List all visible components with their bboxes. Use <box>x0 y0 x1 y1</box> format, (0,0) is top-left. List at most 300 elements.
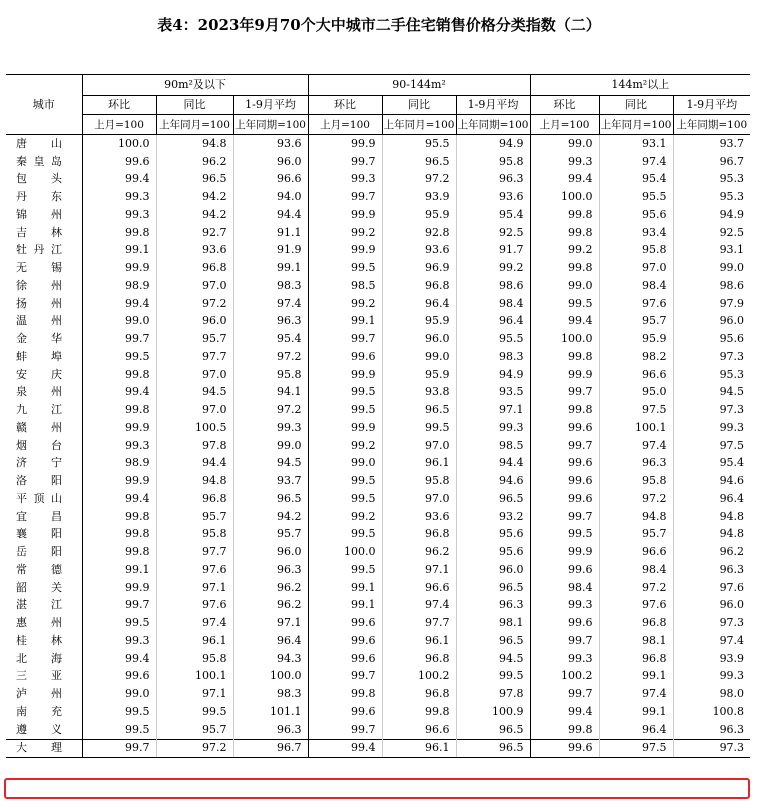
city-name: 金 华 <box>16 332 62 346</box>
city-name: 牡 丹 江 <box>16 243 62 257</box>
city-name: 宜 昌 <box>16 509 62 523</box>
city-name: 包 头 <box>16 172 62 186</box>
value-cell: 96.0 <box>382 330 456 348</box>
value-cell: 98.4 <box>599 277 673 295</box>
value-cell: 96.2 <box>233 597 308 615</box>
value-cell: 96.1 <box>382 632 456 650</box>
value-cell: 99.0 <box>82 313 156 331</box>
value-cell: 99.9 <box>308 419 382 437</box>
value-cell: 95.8 <box>233 366 308 384</box>
value-cell: 99.7 <box>530 437 599 455</box>
value-cell: 96.4 <box>673 490 750 508</box>
value-cell: 99.6 <box>530 739 599 758</box>
value-cell: 99.9 <box>308 135 382 153</box>
value-cell: 93.9 <box>673 650 750 668</box>
table-row <box>6 685 750 703</box>
value-cell: 94.9 <box>456 135 530 153</box>
value-cell: 99.6 <box>308 703 382 721</box>
value-cell: 96.8 <box>599 650 673 668</box>
city-cell <box>6 685 82 703</box>
value-cell: 94.3 <box>233 650 308 668</box>
value-cell: 95.9 <box>382 206 456 224</box>
value-cell: 93.4 <box>599 224 673 242</box>
value-cell: 99.1 <box>308 597 382 615</box>
value-cell: 92.8 <box>382 224 456 242</box>
city-cell <box>6 135 82 153</box>
city-cell <box>6 188 82 206</box>
table-row <box>6 668 750 686</box>
table-row <box>6 206 750 224</box>
value-cell: 99.5 <box>530 526 599 544</box>
value-cell: 95.5 <box>382 135 456 153</box>
value-cell: 99.7 <box>530 384 599 402</box>
city-name: 烟 台 <box>16 438 62 452</box>
city-cell <box>6 259 82 277</box>
table-row <box>6 259 750 277</box>
table-row <box>6 419 750 437</box>
value-cell: 95.7 <box>233 526 308 544</box>
value-cell: 92.5 <box>673 224 750 242</box>
value-cell: 100.1 <box>599 419 673 437</box>
city-cell <box>6 508 82 526</box>
value-cell: 96.3 <box>456 597 530 615</box>
value-cell: 99.3 <box>308 171 382 189</box>
city-cell <box>6 614 82 632</box>
value-cell: 97.4 <box>599 685 673 703</box>
value-cell: 99.8 <box>82 526 156 544</box>
value-cell: 97.4 <box>673 632 750 650</box>
value-cell: 97.4 <box>599 437 673 455</box>
value-cell: 97.5 <box>673 437 750 455</box>
value-cell: 99.9 <box>82 579 156 597</box>
value-cell: 93.7 <box>673 135 750 153</box>
value-cell: 98.1 <box>599 632 673 650</box>
value-cell: 95.8 <box>456 153 530 171</box>
value-cell: 98.1 <box>456 614 530 632</box>
table-row <box>6 313 750 331</box>
value-cell: 96.6 <box>382 721 456 739</box>
city-name: 安 庆 <box>16 367 62 381</box>
base-header-2: 上年同期=100 <box>456 115 530 135</box>
value-cell: 96.3 <box>233 721 308 739</box>
value-cell: 99.6 <box>530 561 599 579</box>
sub-header-1: 同比 <box>156 96 233 115</box>
value-cell: 96.5 <box>382 153 456 171</box>
table-row <box>6 650 750 668</box>
value-cell: 99.7 <box>308 721 382 739</box>
value-cell: 98.9 <box>82 455 156 473</box>
value-cell: 98.3 <box>233 685 308 703</box>
value-cell: 95.4 <box>599 171 673 189</box>
table-row <box>6 224 750 242</box>
value-cell: 96.5 <box>456 632 530 650</box>
value-cell: 91.1 <box>233 224 308 242</box>
table-row <box>6 153 750 171</box>
city-name: 常 德 <box>16 562 62 576</box>
value-cell: 94.6 <box>456 472 530 490</box>
value-cell: 97.6 <box>156 561 233 579</box>
value-cell: 99.8 <box>530 401 599 419</box>
value-cell: 99.0 <box>82 685 156 703</box>
value-cell: 99.6 <box>530 472 599 490</box>
city-cell <box>6 401 82 419</box>
value-cell: 99.5 <box>308 384 382 402</box>
value-cell: 95.6 <box>673 330 750 348</box>
value-cell: 97.2 <box>156 739 233 758</box>
value-cell: 99.3 <box>82 632 156 650</box>
table-row <box>6 401 750 419</box>
value-cell: 99.3 <box>530 597 599 615</box>
value-cell: 95.7 <box>599 313 673 331</box>
value-cell: 98.5 <box>456 437 530 455</box>
value-cell: 99.5 <box>308 259 382 277</box>
value-cell: 99.4 <box>82 384 156 402</box>
value-cell: 96.2 <box>156 153 233 171</box>
value-cell: 96.5 <box>456 490 530 508</box>
value-cell: 96.8 <box>382 685 456 703</box>
sub-header-0: 环比 <box>308 96 382 115</box>
value-cell: 99.3 <box>82 437 156 455</box>
value-cell: 99.6 <box>82 668 156 686</box>
value-cell: 101.1 <box>233 703 308 721</box>
table-row <box>6 526 750 544</box>
value-cell: 97.7 <box>382 614 456 632</box>
value-cell: 93.6 <box>382 242 456 260</box>
value-cell: 98.4 <box>456 295 530 313</box>
value-cell: 97.0 <box>599 259 673 277</box>
value-cell: 97.9 <box>673 295 750 313</box>
value-cell: 99.8 <box>82 508 156 526</box>
city-name: 泉 州 <box>16 385 62 399</box>
value-cell: 97.0 <box>156 401 233 419</box>
value-cell: 99.9 <box>308 206 382 224</box>
value-cell: 95.7 <box>156 330 233 348</box>
price-index-table <box>6 74 750 758</box>
sub-header-1: 同比 <box>599 96 673 115</box>
value-cell: 95.4 <box>673 455 750 473</box>
value-cell: 96.6 <box>599 543 673 561</box>
value-cell: 98.4 <box>530 579 599 597</box>
table-row <box>6 739 750 758</box>
value-cell: 97.0 <box>156 366 233 384</box>
city-column-header: 城市 <box>6 75 82 135</box>
table-row <box>6 614 750 632</box>
table-row <box>6 366 750 384</box>
table-row <box>6 330 750 348</box>
city-name: 桂 林 <box>16 633 62 647</box>
value-cell: 99.5 <box>308 526 382 544</box>
city-name: 赣 州 <box>16 420 62 434</box>
city-name: 惠 州 <box>16 616 62 630</box>
value-cell: 96.7 <box>673 153 750 171</box>
city-cell <box>6 384 82 402</box>
base-header-1: 上年同月=100 <box>599 115 673 135</box>
value-cell: 96.8 <box>156 490 233 508</box>
value-cell: 99.7 <box>308 330 382 348</box>
value-cell: 97.3 <box>673 401 750 419</box>
value-cell: 93.9 <box>382 188 456 206</box>
value-cell: 100.5 <box>156 419 233 437</box>
value-cell: 99.5 <box>156 703 233 721</box>
value-cell: 94.8 <box>673 508 750 526</box>
value-cell: 99.8 <box>530 721 599 739</box>
value-cell: 99.9 <box>82 419 156 437</box>
value-cell: 99.3 <box>233 419 308 437</box>
value-cell: 96.3 <box>456 171 530 189</box>
value-cell: 100.2 <box>530 668 599 686</box>
value-cell: 96.8 <box>156 259 233 277</box>
table-row <box>6 384 750 402</box>
value-cell: 97.7 <box>156 543 233 561</box>
city-name: 扬 州 <box>16 296 62 310</box>
table-row <box>6 490 750 508</box>
value-cell: 99.6 <box>308 632 382 650</box>
value-cell: 95.8 <box>156 650 233 668</box>
city-cell <box>6 561 82 579</box>
table-row <box>6 188 750 206</box>
value-cell: 96.2 <box>382 543 456 561</box>
value-cell: 95.8 <box>156 526 233 544</box>
value-cell: 96.0 <box>673 597 750 615</box>
city-cell <box>6 739 82 758</box>
value-cell: 94.5 <box>156 384 233 402</box>
group-header-large: 144m²以上 <box>530 75 750 96</box>
value-cell: 96.8 <box>382 277 456 295</box>
value-cell: 99.7 <box>308 188 382 206</box>
value-cell: 93.6 <box>456 188 530 206</box>
value-cell: 99.7 <box>82 330 156 348</box>
value-cell: 96.5 <box>233 490 308 508</box>
value-cell: 99.8 <box>308 685 382 703</box>
value-cell: 100.8 <box>673 703 750 721</box>
city-cell <box>6 632 82 650</box>
value-cell: 96.2 <box>233 579 308 597</box>
value-cell: 99.8 <box>530 224 599 242</box>
value-cell: 93.1 <box>673 242 750 260</box>
value-cell: 97.1 <box>156 579 233 597</box>
value-cell: 99.9 <box>82 259 156 277</box>
value-cell: 97.2 <box>599 579 673 597</box>
value-cell: 99.2 <box>456 259 530 277</box>
value-cell: 99.1 <box>599 668 673 686</box>
value-cell: 97.2 <box>233 348 308 366</box>
value-cell: 94.8 <box>156 135 233 153</box>
value-cell: 96.3 <box>233 561 308 579</box>
value-cell: 96.0 <box>456 561 530 579</box>
city-name: 三 亚 <box>16 669 62 683</box>
table-row <box>6 508 750 526</box>
value-cell: 98.9 <box>82 277 156 295</box>
table-row <box>6 242 750 260</box>
city-name: 唐 山 <box>16 136 62 150</box>
value-cell: 94.4 <box>456 455 530 473</box>
table-row <box>6 171 750 189</box>
value-cell: 99.7 <box>530 508 599 526</box>
value-cell: 96.0 <box>233 153 308 171</box>
value-cell: 99.7 <box>530 685 599 703</box>
value-cell: 95.6 <box>456 543 530 561</box>
value-cell: 97.3 <box>673 739 750 758</box>
value-cell: 99.6 <box>530 419 599 437</box>
value-cell: 99.2 <box>308 295 382 313</box>
city-cell <box>6 224 82 242</box>
city-cell <box>6 277 82 295</box>
value-cell: 96.4 <box>456 313 530 331</box>
value-cell: 99.6 <box>530 455 599 473</box>
city-cell <box>6 206 82 224</box>
table-row <box>6 277 750 295</box>
value-cell: 99.2 <box>308 508 382 526</box>
value-cell: 100.0 <box>233 668 308 686</box>
value-cell: 99.0 <box>382 348 456 366</box>
value-cell: 96.3 <box>673 721 750 739</box>
value-cell: 97.8 <box>456 685 530 703</box>
table-row <box>6 561 750 579</box>
highlight-box-dali <box>4 778 750 799</box>
city-cell <box>6 437 82 455</box>
base-header-1: 上年同月=100 <box>382 115 456 135</box>
value-cell: 100.9 <box>456 703 530 721</box>
value-cell: 99.5 <box>82 348 156 366</box>
group-header-medium: 90-144m² <box>308 75 530 96</box>
city-cell <box>6 579 82 597</box>
value-cell: 99.7 <box>530 632 599 650</box>
city-name: 韶 关 <box>16 580 62 594</box>
value-cell: 99.4 <box>530 703 599 721</box>
table-row <box>6 703 750 721</box>
value-cell: 99.5 <box>530 295 599 313</box>
value-cell: 99.5 <box>308 490 382 508</box>
value-cell: 94.9 <box>673 206 750 224</box>
value-cell: 97.1 <box>382 561 456 579</box>
value-cell: 97.2 <box>382 171 456 189</box>
value-cell: 93.5 <box>456 384 530 402</box>
value-cell: 99.8 <box>530 348 599 366</box>
value-cell: 92.5 <box>456 224 530 242</box>
value-cell: 97.2 <box>156 295 233 313</box>
value-cell: 95.6 <box>599 206 673 224</box>
value-cell: 99.2 <box>308 437 382 455</box>
value-cell: 95.5 <box>456 330 530 348</box>
value-cell: 91.9 <box>233 242 308 260</box>
value-cell: 99.1 <box>599 703 673 721</box>
city-cell <box>6 348 82 366</box>
base-header-1: 上年同月=100 <box>156 115 233 135</box>
value-cell: 99.2 <box>530 242 599 260</box>
value-cell: 100.0 <box>530 188 599 206</box>
value-cell: 93.2 <box>456 508 530 526</box>
value-cell: 94.5 <box>233 455 308 473</box>
value-cell: 99.5 <box>382 419 456 437</box>
value-cell: 93.6 <box>156 242 233 260</box>
value-cell: 99.4 <box>530 171 599 189</box>
value-cell: 97.4 <box>382 597 456 615</box>
table-row <box>6 455 750 473</box>
sub-header-2: 1-9月平均 <box>456 96 530 115</box>
value-cell: 99.4 <box>82 295 156 313</box>
value-cell: 99.6 <box>308 348 382 366</box>
value-cell: 99.1 <box>308 313 382 331</box>
value-cell: 99.6 <box>530 490 599 508</box>
value-cell: 97.0 <box>382 437 456 455</box>
group-header-small: 90m²及以下 <box>82 75 308 96</box>
city-name: 洛 阳 <box>16 474 62 488</box>
value-cell: 99.8 <box>82 224 156 242</box>
base-header-0: 上月=100 <box>530 115 599 135</box>
value-cell: 94.8 <box>673 526 750 544</box>
value-cell: 97.6 <box>156 597 233 615</box>
value-cell: 97.5 <box>599 401 673 419</box>
city-cell <box>6 153 82 171</box>
city-cell <box>6 721 82 739</box>
city-cell <box>6 650 82 668</box>
table-row <box>6 348 750 366</box>
value-cell: 99.1 <box>308 579 382 597</box>
value-cell: 99.5 <box>82 614 156 632</box>
value-cell: 96.5 <box>456 721 530 739</box>
table-row <box>6 295 750 313</box>
value-cell: 99.8 <box>82 401 156 419</box>
value-cell: 97.6 <box>599 597 673 615</box>
value-cell: 99.9 <box>308 366 382 384</box>
city-name: 丹 东 <box>16 190 62 204</box>
value-cell: 99.3 <box>456 419 530 437</box>
value-cell: 99.5 <box>82 721 156 739</box>
value-cell: 96.6 <box>599 366 673 384</box>
value-cell: 97.5 <box>599 739 673 758</box>
value-cell: 96.5 <box>382 401 456 419</box>
value-cell: 97.1 <box>233 614 308 632</box>
table-row <box>6 721 750 739</box>
city-name: 泸 州 <box>16 687 62 701</box>
value-cell: 95.0 <box>599 384 673 402</box>
page-title: 表4：2023年9月70个大中城市二手住宅销售价格分类指数（二） <box>157 16 601 34</box>
value-cell: 97.7 <box>156 348 233 366</box>
value-cell: 99.5 <box>308 561 382 579</box>
value-cell: 99.7 <box>308 668 382 686</box>
city-name: 北 海 <box>16 651 62 665</box>
value-cell: 99.4 <box>82 490 156 508</box>
value-cell: 97.4 <box>156 614 233 632</box>
city-name: 秦 皇 岛 <box>16 154 62 168</box>
value-cell: 96.8 <box>382 650 456 668</box>
value-cell: 97.4 <box>599 153 673 171</box>
value-cell: 96.3 <box>673 561 750 579</box>
sub-header-0: 环比 <box>82 96 156 115</box>
value-cell: 96.6 <box>382 579 456 597</box>
value-cell: 99.8 <box>530 206 599 224</box>
value-cell: 99.8 <box>82 543 156 561</box>
city-name: 徐 州 <box>16 278 62 292</box>
value-cell: 99.9 <box>530 543 599 561</box>
value-cell: 97.1 <box>156 685 233 703</box>
value-cell: 99.0 <box>530 135 599 153</box>
city-name: 南 充 <box>16 704 62 718</box>
value-cell: 94.1 <box>233 384 308 402</box>
value-cell: 100.0 <box>308 543 382 561</box>
value-cell: 100.0 <box>530 330 599 348</box>
city-cell <box>6 526 82 544</box>
table-row <box>6 135 750 153</box>
value-cell: 94.5 <box>673 384 750 402</box>
city-cell <box>6 455 82 473</box>
value-cell: 96.0 <box>673 313 750 331</box>
value-cell: 97.0 <box>156 277 233 295</box>
value-cell: 99.0 <box>233 437 308 455</box>
value-cell: 95.4 <box>456 206 530 224</box>
base-header-2: 上年同期=100 <box>673 115 750 135</box>
city-cell <box>6 597 82 615</box>
